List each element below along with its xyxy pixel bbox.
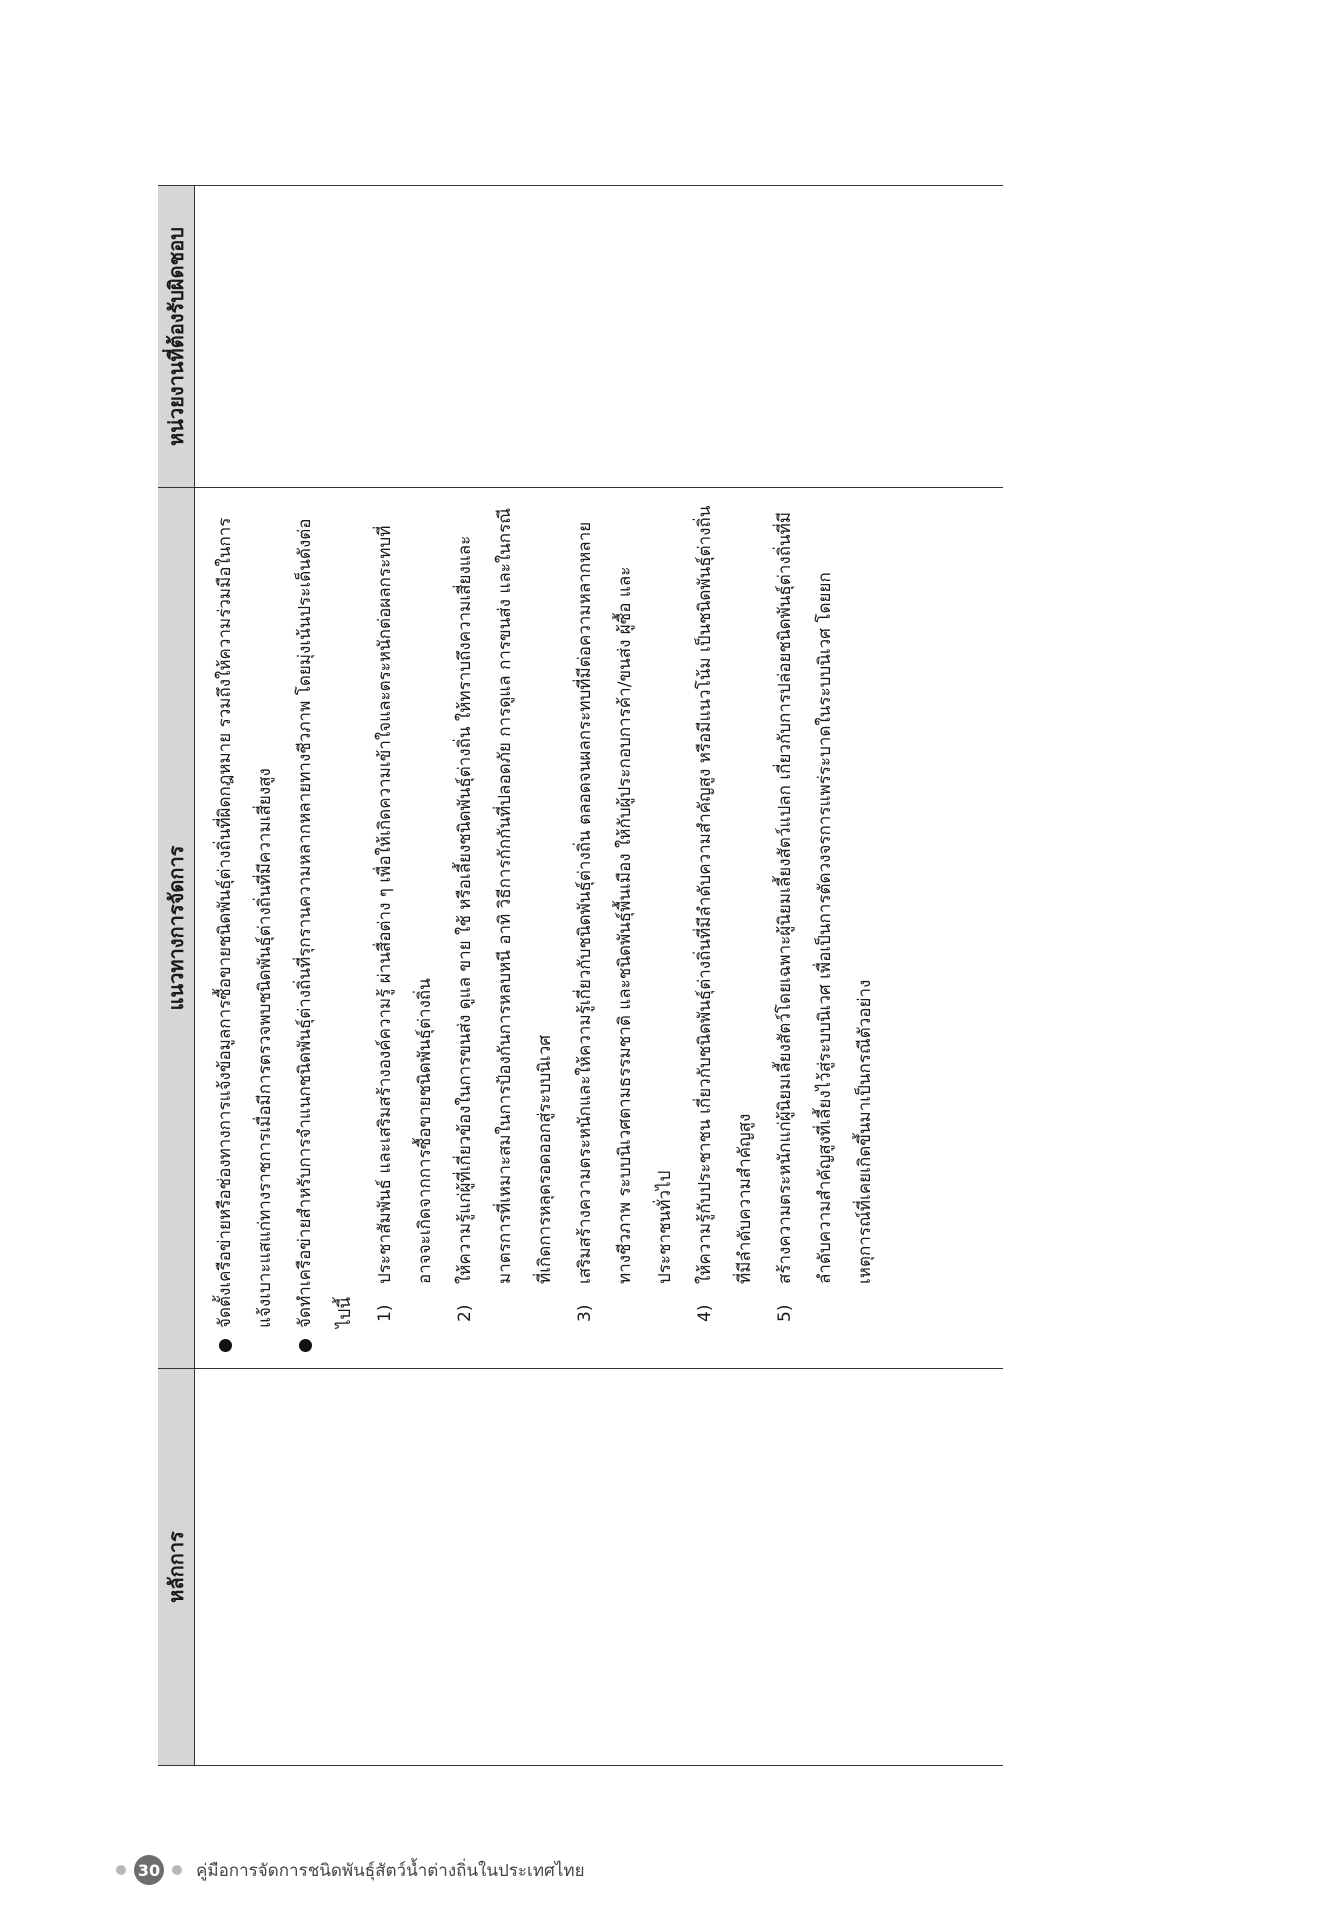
list-text: ให้ความรู้กับประชาชน เกี่ยวกับชนิดพันธุ์ต่างถิ่นที่มีลำดับความสำคัญสูง หรือมีแนวโน้ม เป็นชนิดพันธุ์ต่างถิ่นที่มีลำดับความสำคัญสูง [695,505,755,1284]
list-text: ให้ความรู้แก่ผู้ที่เกี่ยวข้องในการขนส่ง ดูแล ขาย ใช้ หรือเลี้ยงชนิดพันธุ์ต่างถิ่น ให้ทราบถึงความเสี่ยงและมาตรการที่เหมาะสมในการป้องกันการหลบหนี อาทิ วิธีการกักกันที่ปลอดภัย การดูแล การขนส่ง และในกรณีที่เกิดการหลุดรอดออกสู่ระบบนิเวศ [455,508,555,1284]
list-item [445,502,565,1328]
page-number-badge: 30 [134,1855,164,1885]
bullet-item [205,502,285,1352]
list-number: 5) [775,1304,795,1322]
bullet-text: จัดตั้งเครือข่ายหรือช่องทางการแจ้งข้อมูลการซื้อขายชนิดพันธุ์ต่างถิ่นที่ผิดกฎหมาย รวมถึงให้ความร่วมมือในการแจ้งเบาะแสแก่ทางราชการเมื่อมีการตรวจพบชนิดพันธุ์ต่างถิ่นที่มีความเสี่ยงสูง [215,517,275,1328]
list-number: 2) [455,1304,475,1322]
list-number: 3) [575,1304,595,1322]
approach-cell [195,488,1004,1369]
footer-dot-icon [116,1865,126,1875]
approach-content [195,488,885,1368]
bullet-dot-icon [219,1339,232,1352]
list-item [685,502,765,1328]
rotated-table-content [158,186,1003,1766]
list-text: เสริมสร้างความตระหนักและให้ความรู้เกี่ยวกับชนิดพันธุ์ต่างถิ่น ตลอดจนผลกระทบที่มีต่อความหลากหลายทางชีวภาพ ระบบนิเวศตามธรรมชาติ และชนิดพันธุ์พื้นเมือง ให้กับผู้ประกอบการค้า/ขนส่ง ผู้ซื้อ และประชาชนทั่วไป [575,521,675,1284]
bullet-text: จัดทำเครือข่ายสำหรับการจำแนกชนิดพันธุ์ต่างถิ่นที่รุกรานความหลากหลายทางชีวภาพ โดยมุ่งเน้นประเด็นดังต่อไปนี้ [295,518,355,1328]
footer-dot-icon [172,1865,182,1875]
header-approach: แนวทางการจัดการ [158,488,195,1369]
footer-title: คู่มือการจัดการชนิดพันธุ์สัตว์น้ำต่างถิ่นในประเทศไทย [196,1860,585,1881]
list-item [765,502,885,1328]
list-number: 1) [375,1304,395,1322]
rotated-table-container [158,186,1003,1766]
responsible-cell [195,186,1004,488]
page-footer [116,1854,585,1886]
list-number: 4) [695,1304,715,1322]
principle-cell [195,1369,1004,1766]
list-text: ประชาสัมพันธ์ และเสริมสร้างองค์ความรู้ ผ่านสื่อต่าง ๆ เพื่อให้เกิดความเข้าใจและตระหนักต่อผลกระทบที่อาจจะเกิดจากการซื้อขายชนิดพันธุ์ต่างถิ่น [375,525,435,1284]
list-text: สร้างความตระหนักแก่ผู้นิยมเลี้ยงสัตว์โดยเฉพาะผู้นิยมเลี้ยงสัตว์แปลก เกี่ยวกับการปล่อยชนิดพันธุ์ต่างถิ่นที่มีลำดับความสำคัญสูงที่เลี้ยงไว้สู่ระบบนิเวศ เพื่อเป็นการตัดวงจรการแพร่ระบาดในระบบนิเวศ โดยยกเหตุการณ์ที่เคยเกิดขึ้นมาเป็นกรณีตัวอย่าง [775,511,875,1284]
header-responsible: หน่วยงานที่ต้องรับผิดชอบ [158,186,195,488]
numbered-list [365,502,885,1352]
table-header-row [158,186,195,1766]
bullet-item [285,502,365,1352]
list-item [565,502,685,1328]
header-principle: หลักการ [158,1369,195,1766]
bullet-dot-icon [299,1339,312,1352]
management-guideline-table [158,185,1003,1766]
table-row [195,186,1004,1766]
list-item [365,502,445,1328]
